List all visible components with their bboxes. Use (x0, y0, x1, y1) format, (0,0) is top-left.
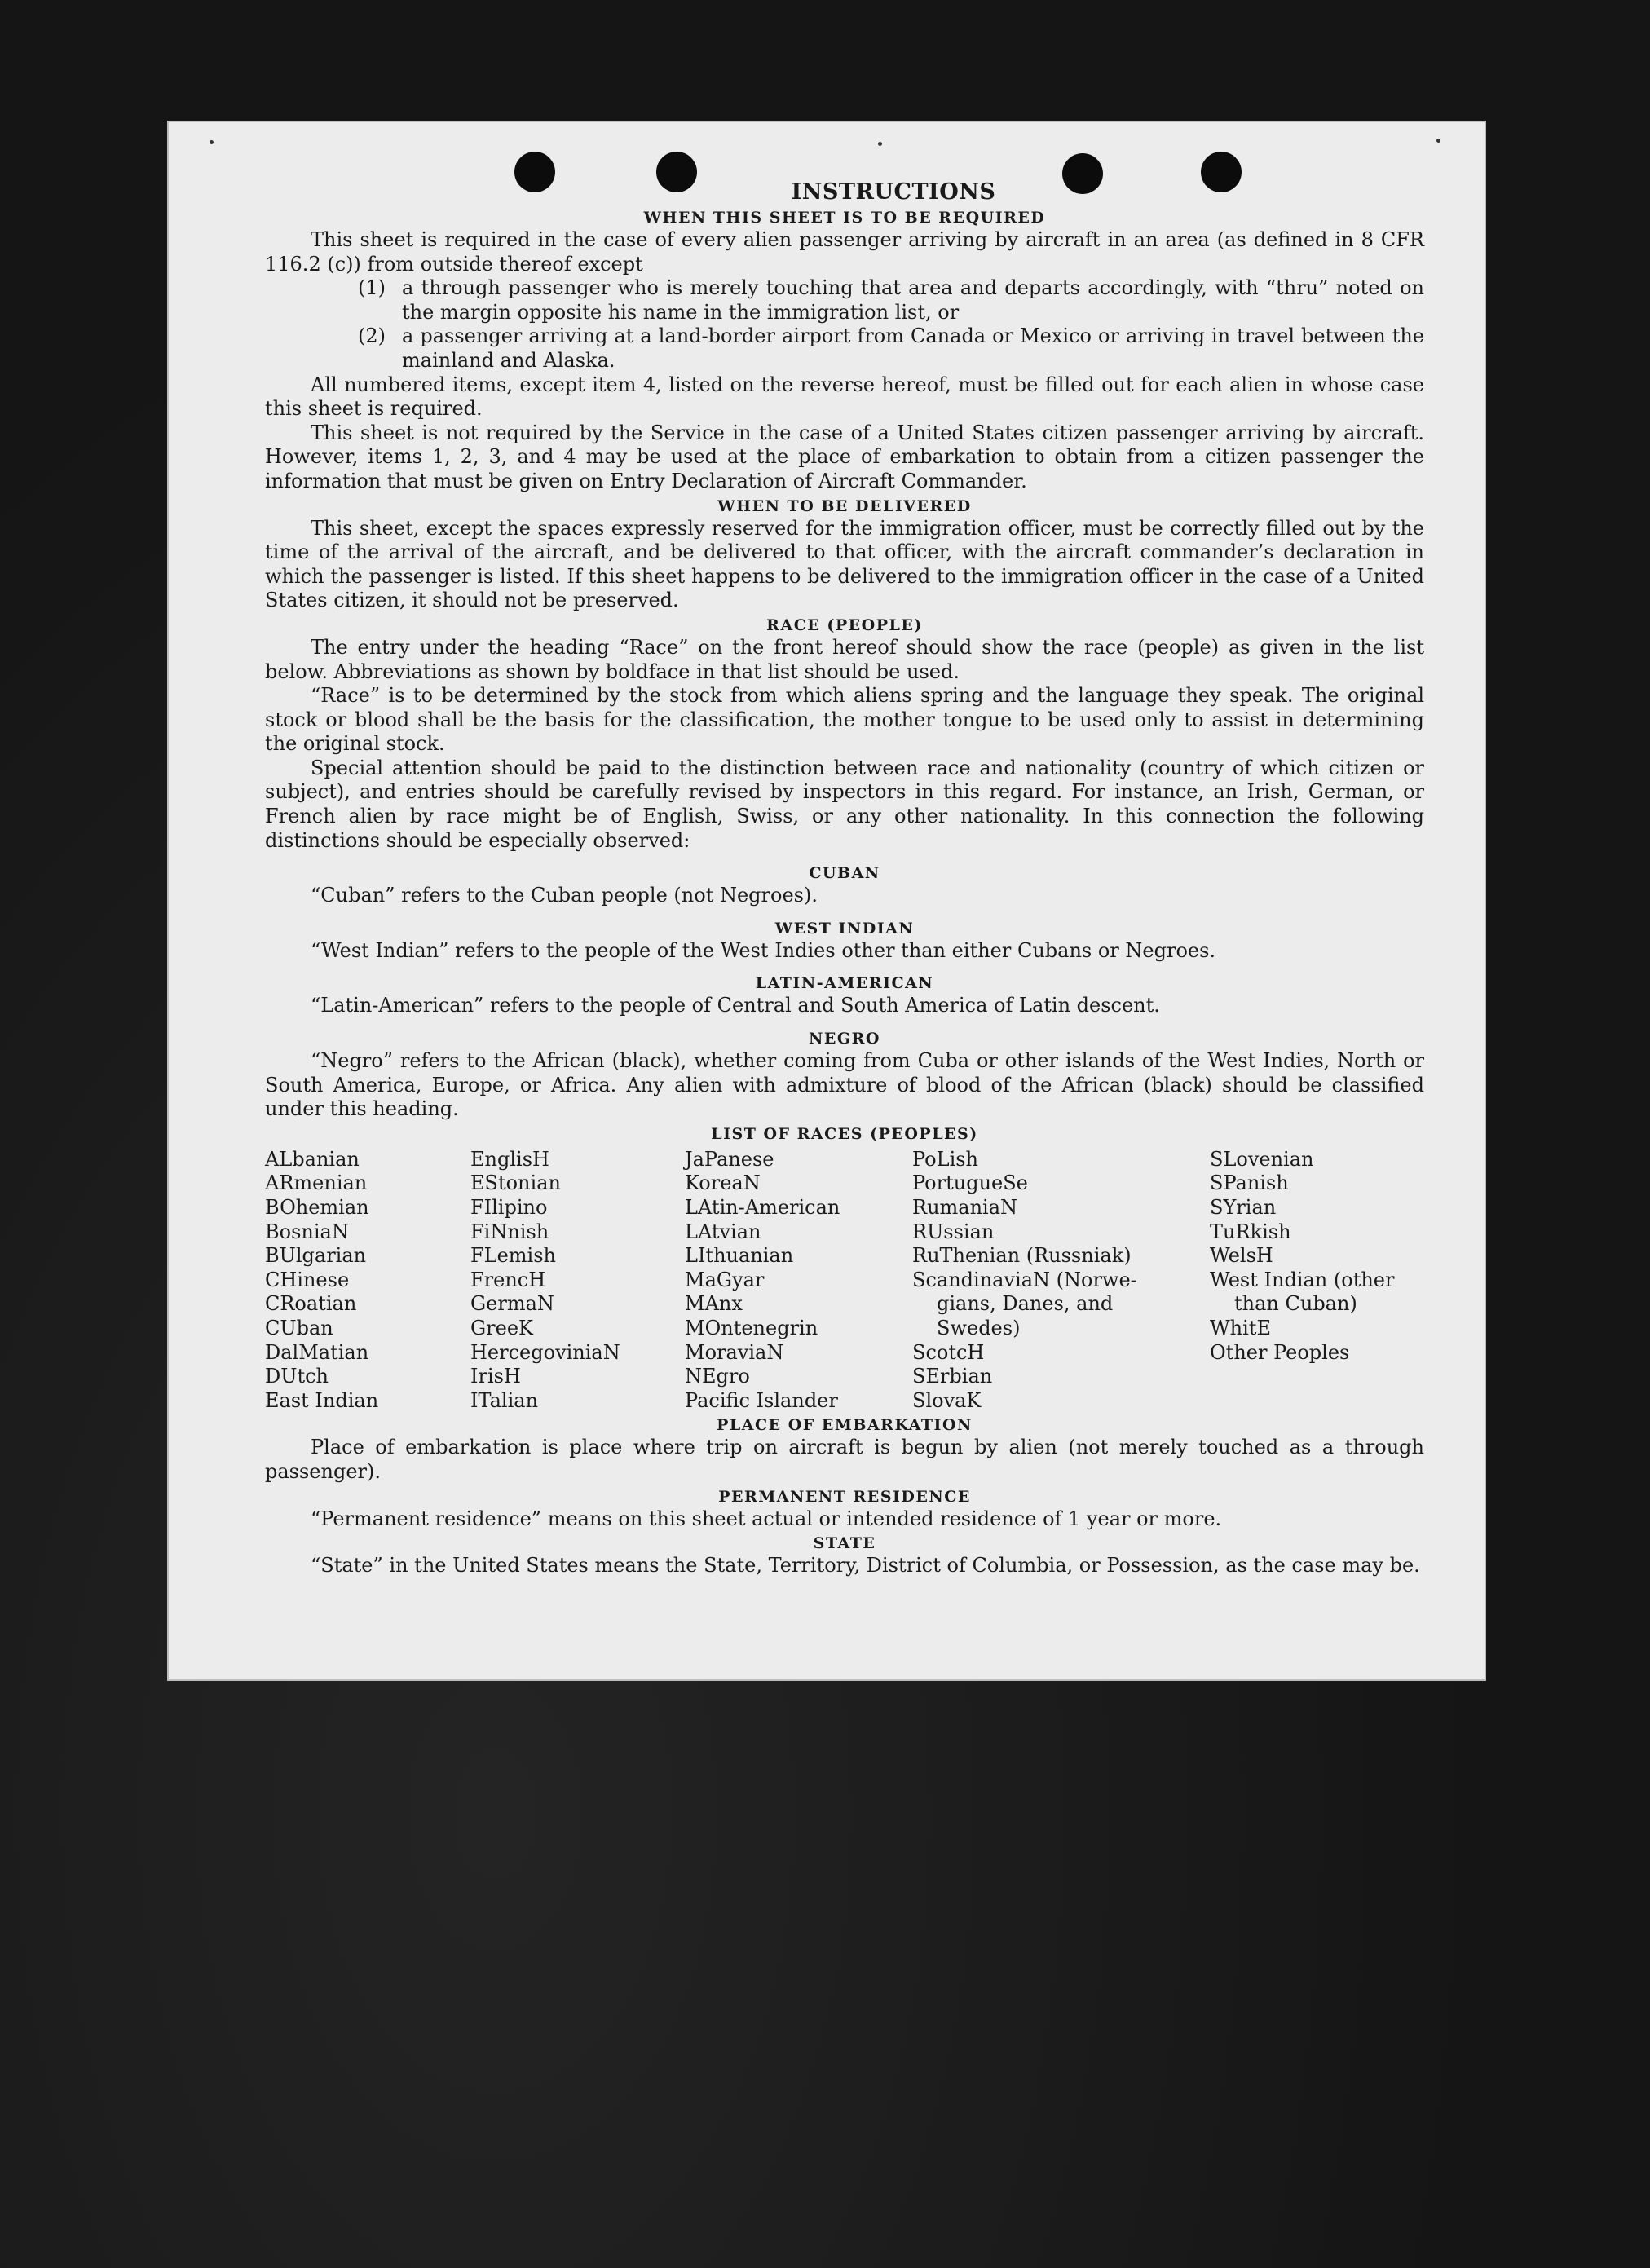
race-entry: SErbian (912, 1365, 993, 1388)
race-entry: Pacific Islander (685, 1388, 838, 1412)
item-number: (2) (358, 324, 386, 348)
paragraph: This sheet is not required by the Service in the case of a United States citizen passenger arriving by aircraft. However, items 1, 2, 3, and 4 may be used at the place of embarkation to obtain from a citizen passenger the information that must be given on Entry Declaration of Aircraft Commander. (265, 421, 1424, 492)
race-entry: FLemish (470, 1244, 556, 1268)
paragraph: “Permanent residence” means on this sheet actual or intended residence of 1 year or more. (311, 1507, 1222, 1530)
race-entry: PortugueSe (912, 1172, 1028, 1195)
race-entry: FiNnish (470, 1220, 549, 1243)
race-entry: SPanish (1210, 1172, 1289, 1195)
race-entry: FrencH (470, 1268, 546, 1291)
paragraph: All numbered items, except item 4, listed on the reverse hereof, must be filled out for each alien in whose case this sheet is required. (265, 373, 1424, 421)
race-entry: SYrian (1210, 1196, 1277, 1219)
races-column (1210, 1148, 1424, 1414)
race-entry: SLovenian (1210, 1147, 1314, 1171)
section-heading-west-indian: WEST INDIAN (774, 919, 915, 938)
race-entry: ScandinaviaN (Norwe- (912, 1268, 1137, 1291)
section-heading-cuban: CUBAN (809, 864, 880, 883)
race-entry: BOhemian (265, 1196, 369, 1219)
races-column (470, 1148, 685, 1414)
race-entry: GermaN (470, 1292, 554, 1316)
race-entry: ALbanian (265, 1147, 360, 1171)
race-entry: NEgro (685, 1365, 750, 1388)
scan-speck (210, 140, 214, 144)
paragraph: “Cuban” refers to the Cuban people (not Negroes). (311, 884, 818, 907)
race-entry: LAtvian (685, 1220, 761, 1243)
section-heading-negro: NEGRO (809, 1030, 880, 1048)
item-text: a passenger arriving at a land-border airport from Canada or Mexico or arriving in travel between the mainland and Alaska. (402, 324, 1424, 372)
section-heading-list-of-races: LIST OF RACES (PEOPLES) (711, 1124, 978, 1143)
race-entry: East Indian (265, 1388, 379, 1412)
race-entry: HercegoviniaN (470, 1340, 620, 1364)
section-heading-latin-american: LATIN-AMERICAN (755, 974, 934, 993)
race-entry: DalMatian (265, 1340, 369, 1364)
paragraph: “Negro” refers to the African (black), whether coming from Cuba or other islands of the West Indies, North or South America, Europe, or Africa. Any alien with admixture of blood of the African (black) should be classified under this heading. (265, 1049, 1424, 1121)
section-heading-place-of-embarkation: PLACE OF EMBARKATION (717, 1416, 973, 1435)
scan-speck (1436, 139, 1440, 143)
race-entry: PoLish (912, 1147, 979, 1171)
races-list (265, 1148, 1424, 1414)
race-entry: WhitE (1210, 1316, 1271, 1339)
race-entry: ScotcH (912, 1340, 985, 1364)
paragraph: This sheet is required in the case of every alien passenger arriving by aircraft in an area (as defined in 8 CFR 116.2 (c)) from outside thereof except (265, 228, 1424, 276)
paragraph: Special attention should be paid to the distinction between race and nationality (country of which citizen or subject), and entries should be carefully revised by inspectors in this regard. For instance, an Irish, German, or French alien by race might be of English, Swiss, or any other nationality. In this connection the following distinctions should be especially observed: (265, 756, 1424, 852)
paragraph: This sheet, except the spaces expressly reserved for the immigration officer, must be correctly filled out by the time of the arrival of the aircraft, and be delivered to that officer, with the aircraft commander’s declaration in which the passenger is listed. If this sheet happens to be delivered to the immigration officer in the case of a United States citizen, it should not be preserved. (265, 516, 1424, 612)
instructions-text (265, 179, 1424, 1578)
section-heading-when-required: WHEN THIS SHEET IS TO BE REQUIRED (643, 209, 1046, 227)
races-column (265, 1148, 470, 1414)
races-column (912, 1148, 1210, 1414)
race-entry-continuation: gians, Danes, and (937, 1292, 1114, 1316)
race-entry: Other Peoples (1210, 1340, 1350, 1364)
race-entry: ITalian (470, 1388, 539, 1412)
race-entry: BUlgarian (265, 1244, 367, 1268)
race-entry: West Indian (other (1210, 1268, 1395, 1291)
section-heading-race: RACE (PEOPLE) (766, 616, 923, 634)
race-entry: MOntenegrin (685, 1316, 818, 1339)
race-entry: LAtin-American (685, 1196, 840, 1219)
race-entry: CUban (265, 1316, 333, 1339)
race-entry: FIlipino (470, 1196, 548, 1219)
race-entry-continuation: than Cuban) (1234, 1292, 1357, 1316)
section-heading-permanent-residence: PERMANENT RESIDENCE (718, 1487, 971, 1506)
list-item (265, 276, 1424, 324)
races-column (685, 1148, 912, 1414)
list-item (265, 324, 1424, 373)
scan-speck (878, 142, 882, 146)
race-entry: DUtch (265, 1365, 329, 1388)
paragraph: “West Indian” refers to the people of the West Indies other than either Cubans or Negroes. (311, 938, 1216, 962)
paragraph: Place of embarkation is place where trip on aircraft is begun by alien (not merely touched as a through passenger). (265, 1436, 1424, 1483)
race-entry: JaPanese (685, 1147, 774, 1171)
race-entry: CHinese (265, 1268, 350, 1291)
paragraph: “Race” is to be determined by the stock from which aliens spring and the language they speak. The original stock or blood shall be the basis for the classification, the mother tongue to be used only to assist in determining the original stock. (265, 684, 1424, 756)
race-entry: TuRkish (1210, 1220, 1291, 1243)
race-entry: CRoatian (265, 1292, 357, 1316)
paragraph: The entry under the heading “Race” on the front hereof should show the race (people) as given in the list below. Abbreviations as shown by boldface in that list should be used. (265, 635, 1424, 683)
race-entry: KoreaN (685, 1172, 761, 1195)
race-entry: RuThenian (Russniak) (912, 1244, 1132, 1268)
race-entry-continuation: Swedes) (937, 1316, 1021, 1339)
race-entry: GreeK (470, 1316, 533, 1339)
page-title: INSTRUCTIONS (791, 179, 996, 205)
race-entry: WelsH (1210, 1244, 1273, 1268)
instruction-sheet (167, 121, 1486, 1681)
item-text: a through passenger who is merely touching that area and departs accordingly, with “thru” noted on the margin opposite his name in the immigration list, or (402, 276, 1424, 324)
race-entry: BosniaN (265, 1220, 349, 1243)
race-entry: EnglisH (470, 1147, 549, 1171)
race-entry: MAnx (685, 1292, 743, 1316)
race-entry: MoraviaN (685, 1340, 784, 1364)
race-entry: RumaniaN (912, 1196, 1018, 1219)
item-number: (1) (358, 276, 386, 300)
race-entry: LIthuanian (685, 1244, 794, 1268)
race-entry: RUssian (912, 1220, 995, 1243)
paragraph: “Latin-American” refers to the people of Central and South America of Latin descent. (311, 994, 1160, 1017)
race-entry: SlovaK (912, 1388, 982, 1412)
section-heading-when-delivered: WHEN TO BE DELIVERED (717, 496, 972, 515)
race-entry: IrisH (470, 1365, 521, 1388)
race-entry: MaGyar (685, 1268, 765, 1291)
race-entry: EStonian (470, 1172, 561, 1195)
race-entry: ARmenian (265, 1172, 368, 1195)
paragraph: “State” in the United States means the State, Territory, District of Columbia, or Possession, as the case may be. (311, 1554, 1420, 1577)
section-heading-state: STATE (813, 1534, 876, 1553)
